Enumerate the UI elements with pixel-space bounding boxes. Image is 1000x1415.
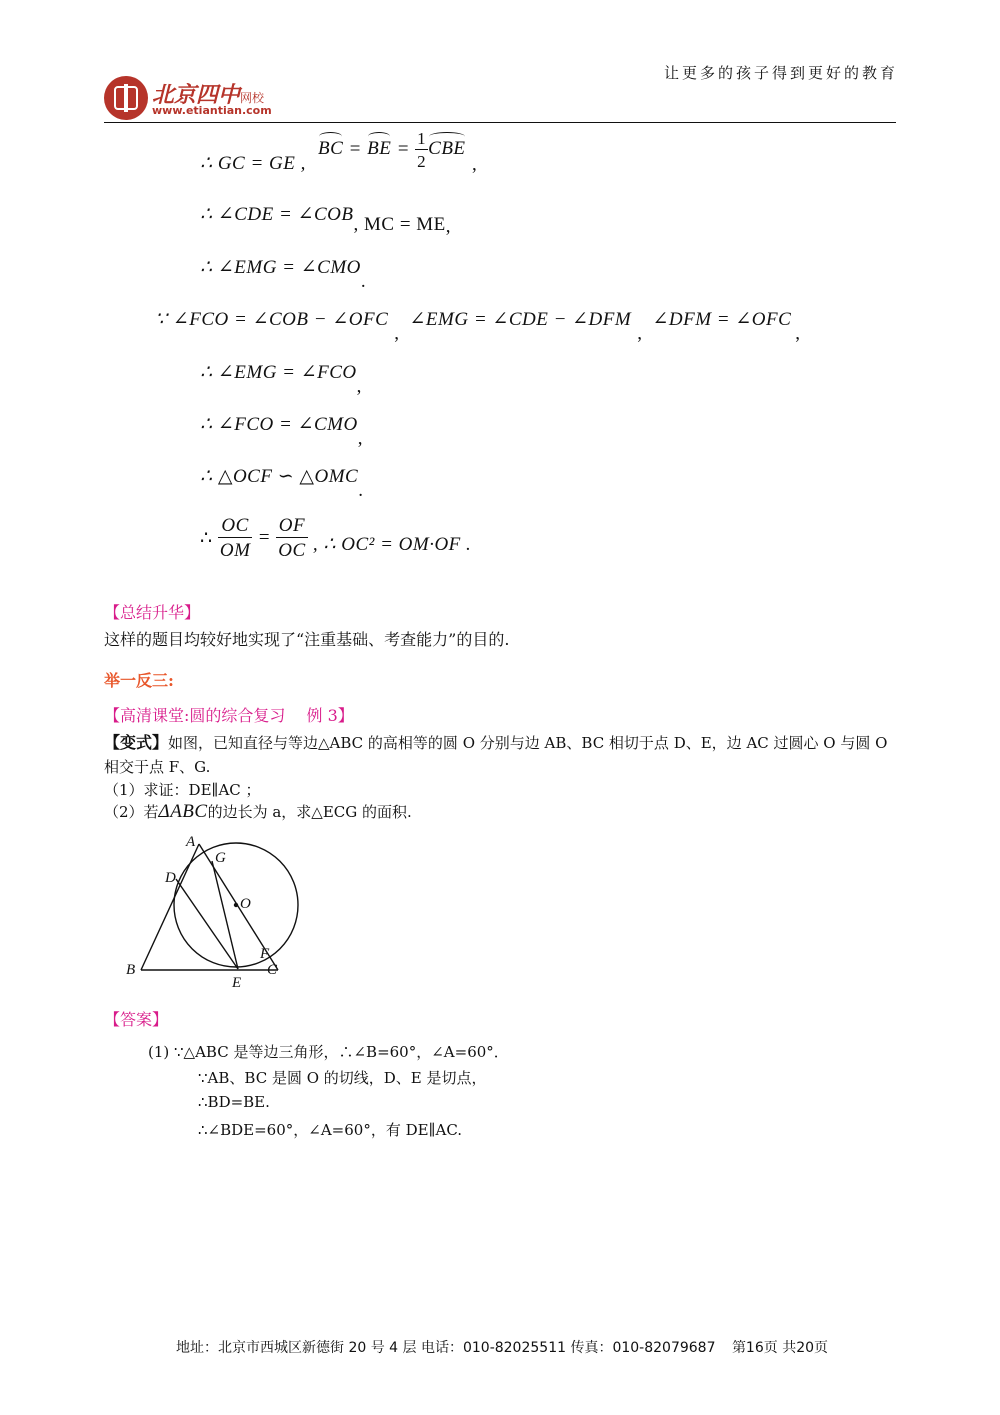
comma: , [637, 323, 643, 344]
proof-line-4-a: ∵ ∠FCO = ∠COB − ∠OFC [155, 309, 389, 330]
triangle-abc-math: ΔABC [158, 801, 208, 822]
footer-address: 地址：北京市西城区新德街 20 号 4 层 电话：010-82025511 传真：010-82079687 [176, 1340, 716, 1356]
comma: , [795, 323, 801, 344]
center-o-dot [234, 903, 238, 907]
comma: , [445, 216, 452, 237]
label-f: F [260, 946, 270, 962]
question-2: （2）若ΔABC的边长为 a，求△ECG 的面积. [104, 801, 412, 822]
proof-line-7-a: ∴ △OCF ∽ △OMC [200, 466, 359, 487]
site-logo [100, 72, 300, 124]
eq-sign: = [343, 138, 368, 160]
answer-line-1: (1) ∵△ABC 是等边三角形，∴∠B=60°，∠A=60°． [148, 1043, 509, 1061]
lesson-heading: 【高清课堂:圆的综合复习 例 3】 [104, 706, 354, 725]
eq-sign: = [257, 527, 271, 548]
therefore-sign: ∴ [200, 527, 213, 549]
answer-line-2: ∵AB、BC 是圆 O 的切线，D、E 是切点， [198, 1069, 487, 1087]
proof-line-3-a: ∴ ∠EMG = ∠CMO [200, 257, 361, 278]
logo-name: 北京四中 [152, 83, 241, 108]
period: . [360, 271, 367, 292]
practice-heading: 举一反三: [104, 671, 174, 690]
proof-line-6 [200, 413, 363, 449]
label-e: E [232, 975, 242, 991]
comma: , [357, 428, 363, 449]
logo-sub: 网校 [240, 91, 265, 105]
answer-line-4: ∴∠BDE=60°，∠A=60°，有 DE∥AC. [198, 1121, 463, 1139]
proof-line-2-a: ∴ ∠CDE = ∠COB [200, 204, 354, 225]
label-o: O [240, 896, 251, 912]
summary-text: 这样的题目均较好地实现了“注重基础、考查能力”的目的. [104, 630, 510, 649]
summary-heading: 【总结升华】 [104, 603, 201, 622]
proof-line-2-b: , MC = ME [353, 214, 446, 235]
proof-line-4 [155, 308, 801, 344]
arc-be: BE [367, 132, 391, 160]
arc-bc: BC [318, 132, 343, 160]
answer-line-3: ∴BD=BE. [198, 1093, 270, 1111]
logo-url: www.etiantian.com [152, 104, 272, 117]
geometry-figure [120, 832, 310, 992]
variant-text: 如图，已知直径与等边△ABC 的高相等的圆 O 分别与边 AB、BC 相切于点 D、E，边 AC 过圆心 O 与圆 O [168, 734, 888, 752]
label-c: C [267, 962, 278, 978]
label-g: G [215, 850, 226, 866]
label-d: D [165, 870, 176, 886]
question-1: （1）求证：DE∥AC ； [104, 781, 261, 799]
comma: , [356, 376, 362, 397]
label-b: B [126, 962, 136, 978]
variant-line-2: 相交于点 F、G. [104, 758, 211, 776]
slogan: 让更多的孩子得到更好的教育 [663, 64, 898, 82]
variant-line-1 [104, 730, 887, 753]
eq-sign: = [391, 138, 416, 160]
header-rule [104, 122, 896, 123]
fraction-of-oc: $\frac{OF}{OC}$ [278, 515, 306, 561]
footer [176, 1337, 828, 1357]
proof-line-4-c: ∠DFM = ∠OFC [652, 309, 792, 330]
segment-ge [212, 861, 238, 969]
comma: , [472, 154, 478, 175]
footer-page: 第16页 共20页 [731, 1340, 829, 1356]
proof-line-5 [200, 361, 362, 397]
comma: , [394, 323, 400, 344]
fraction-oc-om: $\frac{OC}{OM}$ [219, 515, 251, 561]
logo-emblem-icon [104, 76, 148, 120]
proof-line-4-b: ∠EMG = ∠CDE − ∠DFM [409, 309, 632, 330]
answer-heading: 【答案】 [104, 1010, 169, 1029]
segment-ab [141, 844, 199, 970]
proof-line-8 [200, 516, 471, 560]
proof-line-7 [200, 465, 364, 501]
proof-line-5-a: ∴ ∠EMG = ∠FCO [200, 362, 357, 383]
proof-line-1-a: ∴ GC = GE , [200, 153, 306, 174]
proof-line-3 [200, 256, 367, 292]
proof-line-6-a: ∴ ∠FCO = ∠CMO [200, 414, 358, 435]
variant-label: 【变式】 [104, 733, 169, 752]
proof-line-8-result: , ∴ OC² = OM·OF . [312, 533, 472, 555]
period: . [358, 480, 364, 501]
proof-line-2 [200, 203, 452, 237]
fraction-half: $\frac{1}{2}$ [417, 129, 427, 171]
label-a: A [186, 834, 196, 850]
arc-cbe: CBE [428, 132, 465, 160]
